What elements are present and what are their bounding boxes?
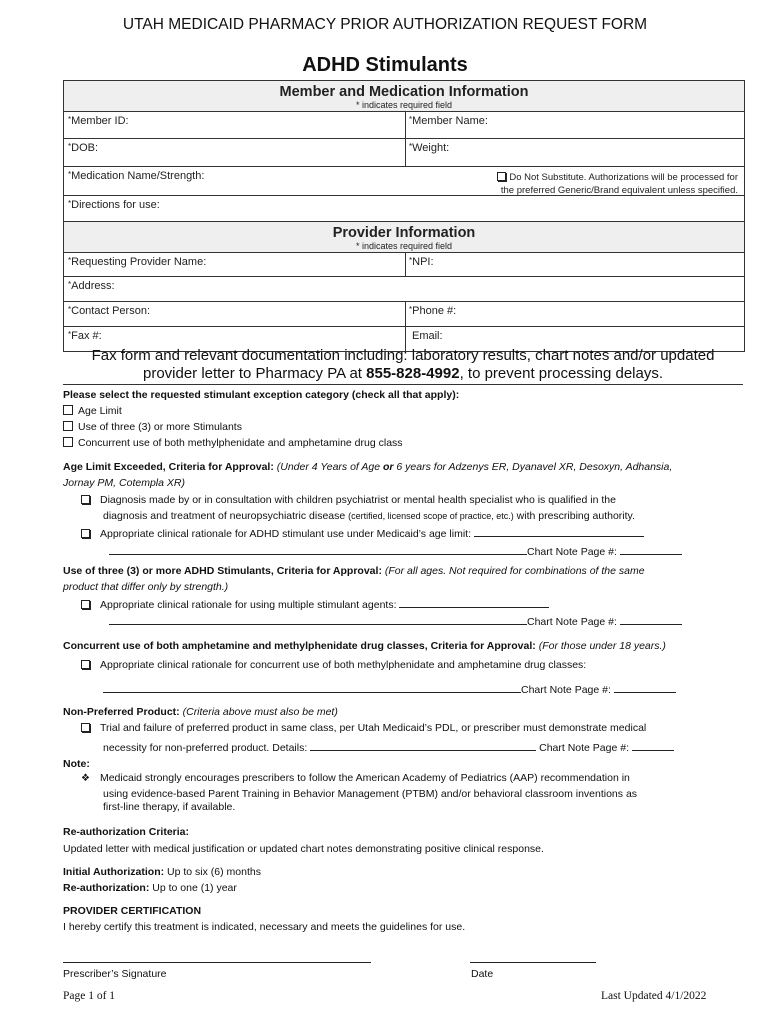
chart-page-blank[interactable] bbox=[620, 615, 682, 625]
checkbox-icon[interactable] bbox=[81, 723, 90, 732]
checkbox-icon[interactable] bbox=[63, 421, 73, 431]
exception-option-concurrent-use[interactable]: Concurrent use of both methylphenidate and amphetamine drug class bbox=[63, 437, 403, 449]
checkbox-icon[interactable] bbox=[81, 660, 90, 669]
rationale-blank[interactable] bbox=[474, 527, 644, 537]
note-label: Note: bbox=[63, 758, 90, 770]
do-not-substitute-option[interactable]: Do Not Substitute. Authorizations will be processed for the preferred Generic/Brand equivalent unless specified. bbox=[448, 171, 738, 197]
rationale-blank[interactable] bbox=[109, 615, 527, 625]
age-limit-chart-note[interactable]: Chart Note Page #: bbox=[109, 545, 682, 558]
checkbox-icon[interactable] bbox=[81, 495, 90, 504]
member-id-field[interactable]: *Member ID: bbox=[68, 115, 129, 127]
exception-option-age-limit[interactable]: Age Limit bbox=[63, 405, 122, 417]
note-text: ❖ Medicaid strongly encourages prescribers to follow the American Academy of Pediatrics (AAP) recommendation in bbox=[81, 772, 630, 784]
member-name-field[interactable]: *Member Name: bbox=[409, 115, 488, 127]
directions-field[interactable]: *Directions for use: bbox=[68, 199, 160, 211]
details-blank[interactable] bbox=[310, 741, 536, 751]
age-limit-criterion-diagnosis[interactable]: Diagnosis made by or in consultation with children psychiatrist or mental health specialist who is qualified in the bbox=[81, 494, 616, 506]
checkbox-icon[interactable] bbox=[63, 405, 73, 415]
criteria-body bbox=[63, 0, 743, 1024]
member-section-title: Member and Medication Information bbox=[279, 84, 529, 100]
phone-field[interactable]: *Phone #: bbox=[409, 305, 457, 317]
chart-page-blank[interactable] bbox=[632, 741, 674, 751]
chart-page-blank[interactable] bbox=[620, 545, 682, 555]
rationale-blank[interactable] bbox=[399, 598, 549, 608]
rationale-blank[interactable] bbox=[103, 683, 521, 693]
reauthorization-duration: Re-authorization: Up to one (1) year bbox=[63, 882, 237, 894]
fax-instructions-banner: Fax form and relevant documentation including: laboratory results, chart notes and/or updated provider letter to Pharmacy PA at 855-828-4992, to prevent processing delays. bbox=[63, 347, 743, 385]
concurrent-use-criterion[interactable]: Appropriate clinical rationale for concurrent use of both methylphenidate and amphetamine drug classes: bbox=[81, 659, 586, 671]
age-limit-note-continued: Jornay PM, Cotempla XR) bbox=[63, 477, 185, 489]
dob-field[interactable]: *DOB: bbox=[68, 142, 99, 154]
three-stimulants-heading: Use of three (3) or more ADHD Stimulants, Criteria for Approval: (For all ages. Not required for combinations of the same bbox=[63, 565, 645, 577]
initial-authorization: Initial Authorization: Up to six (6) months bbox=[63, 866, 261, 878]
contact-person-field[interactable]: *Contact Person: bbox=[68, 305, 150, 317]
age-limit-criterion-rationale[interactable]: Appropriate clinical rationale for ADHD stimulant use under Medicaid’s age limit: bbox=[81, 527, 644, 540]
reauth-criteria-heading: Re-authorization Criteria: bbox=[63, 826, 190, 838]
provider-name-field[interactable]: *Requesting Provider Name: bbox=[68, 256, 207, 268]
last-updated: Last Updated 4/1/2022 bbox=[601, 990, 707, 1002]
non-preferred-heading: Non-Preferred Product: (Criteria above must also be met) bbox=[63, 706, 338, 718]
form-title: ADHD Stimulants bbox=[302, 54, 468, 76]
checkbox-icon[interactable] bbox=[81, 529, 90, 538]
medication-field[interactable]: *Medication Name/Strength: bbox=[68, 170, 205, 182]
provider-section-title: Provider Information bbox=[332, 225, 476, 241]
exception-option-three-stimulants[interactable]: Use of three (3) or more Stimulants bbox=[63, 421, 242, 433]
note-text-continued: using evidence-based Parent Training in Behavior Management (PTBM) and/or behavioral classroom inventions as bbox=[103, 788, 638, 800]
age-limit-criterion-diagnosis-continued: diagnosis and treatment of neuropsychiatric disease (certified, licensed scope of practice, etc.) with prescribing authority. bbox=[103, 510, 635, 522]
document-title: UTAH MEDICAID PHARMACY PRIOR AUTHORIZATION REQUEST FORM bbox=[122, 16, 648, 33]
certification-heading: PROVIDER CERTIFICATION bbox=[63, 905, 202, 917]
date-label: Date bbox=[471, 968, 494, 980]
pharmacy-fax-number: 855-828-4992 bbox=[366, 365, 460, 382]
diamond-bullet-icon: ❖ bbox=[81, 773, 90, 784]
checkbox-icon[interactable] bbox=[63, 437, 73, 447]
non-preferred-details[interactable]: necessity for non-preferred product. Details: Chart Note Page #: bbox=[103, 741, 674, 754]
rationale-blank[interactable] bbox=[109, 545, 527, 555]
age-limit-heading: Age Limit Exceeded, Criteria for Approval: (Under 4 Years of Age or 6 years for Adzenys ER, Dyanavel XR, Desoxyn, Adhansia, bbox=[63, 461, 673, 473]
non-preferred-criterion[interactable]: Trial and failure of preferred product in same class, per Utah Medicaid’s PDL, or prescriber must demonstrate medical bbox=[81, 722, 646, 734]
concurrent-use-heading: Concurrent use of both amphetamine and methylphenidate drug classes, Criteria for Approval: (For those under 18 years.) bbox=[63, 640, 666, 652]
address-field[interactable]: *Address: bbox=[68, 280, 115, 292]
signature-line[interactable] bbox=[63, 953, 371, 966]
checkbox-icon[interactable] bbox=[81, 600, 90, 609]
fax-field[interactable]: *Fax #: bbox=[68, 330, 102, 342]
required-field-note: * indicates required field bbox=[355, 100, 453, 110]
npi-field[interactable]: *NPI: bbox=[409, 256, 434, 268]
chart-page-blank[interactable] bbox=[614, 683, 676, 693]
three-stimulants-criterion[interactable]: Appropriate clinical rationale for using multiple stimulant agents: bbox=[81, 598, 549, 611]
exception-prompt: Please select the requested stimulant exception category (check all that apply): bbox=[63, 389, 460, 401]
three-stimulants-note-continued: product that differ only by strength.) bbox=[63, 581, 229, 593]
note-text-continued: first-line therapy, if available. bbox=[103, 801, 236, 813]
reauth-criteria-text: Updated letter with medical justification or updated chart notes demonstrating positive clinical response. bbox=[63, 843, 544, 855]
required-field-note: * indicates required field bbox=[355, 241, 453, 251]
certification-text: I hereby certify this treatment is indicated, necessary and meets the guidelines for use. bbox=[63, 921, 466, 933]
email-field[interactable]: Email: bbox=[412, 330, 443, 342]
concurrent-use-chart-note[interactable]: Chart Note Page #: bbox=[103, 683, 676, 696]
three-stimulants-chart-note[interactable]: Chart Note Page #: bbox=[109, 615, 682, 628]
signature-label: Prescriber’s Signature bbox=[63, 968, 167, 980]
weight-field[interactable]: *Weight: bbox=[409, 142, 450, 154]
page-number: Page 1 of 1 bbox=[63, 990, 116, 1002]
date-line[interactable] bbox=[470, 953, 596, 966]
